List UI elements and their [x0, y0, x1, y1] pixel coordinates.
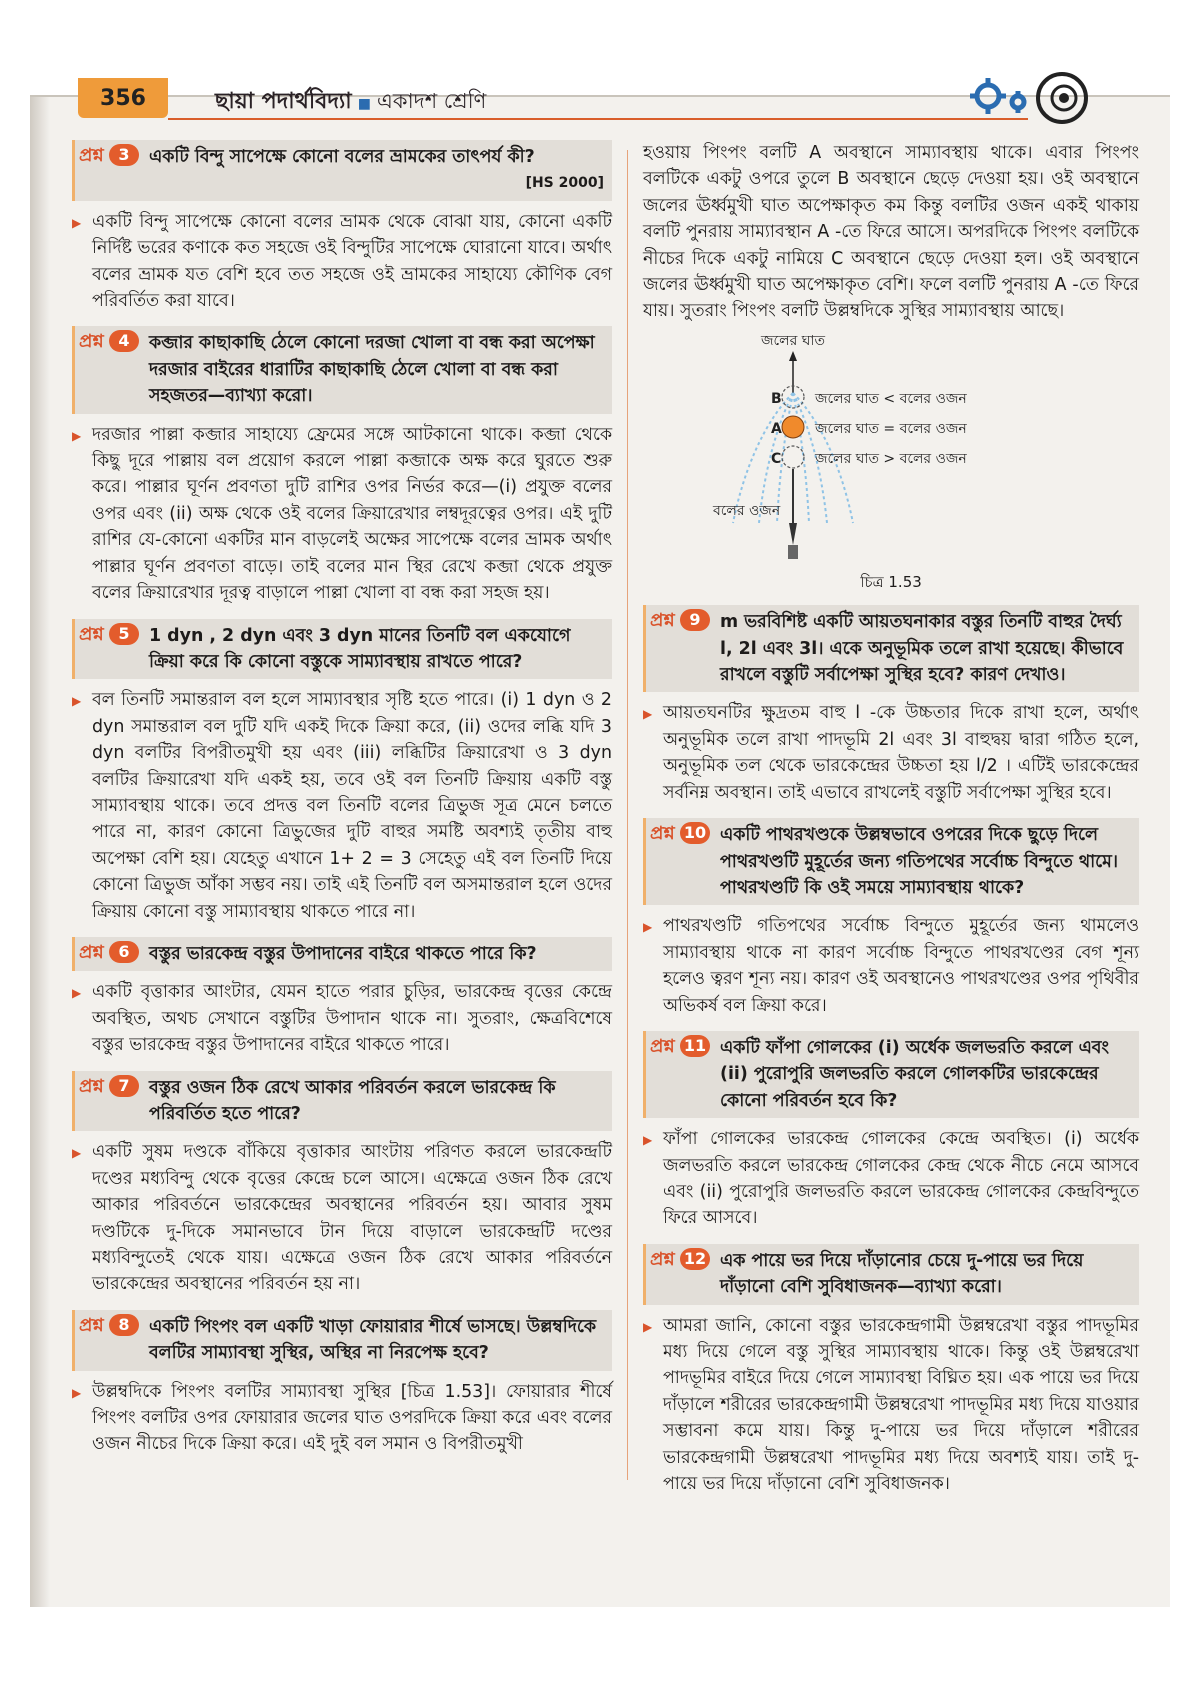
- question-text: একটি বিন্দু সাপেক্ষে কোনো বলের ভ্রামকের তাৎপর্য কী?: [149, 147, 535, 167]
- figure-fountain: [643, 333, 1139, 569]
- question-number-badge: 5: [109, 623, 139, 645]
- question-number-badge: 10: [680, 822, 710, 844]
- question-5: [72, 619, 612, 680]
- answer-text: ▶ পাথরখণ্ডটি গতিপথের সর্বোচ্চ বিন্দুতে মুহূর্তের জন্য থামলেও সাম্যাবস্থায় থাকে না কারণ সর্বোচ্চ বিন্দুতে পাথরখণ্ডের বেগ শূন্য হলেও ত্বরণ শূন্য নয়। কারণ ওই অবস্থানেও পাথরখণ্ডের ওপর পৃথিবীর অভিকর্ষ বল ক্রিয়া করে।: [643, 913, 1139, 1019]
- exam-reference: [HS 2000]: [525, 175, 604, 192]
- question-text: একটি ফাঁপা গোলকের (i) অর্ধেক জলভরতি করলে এবং (ii) পুরোপুরি জলভরতি করলে গোলকটির ভারকেন্দ্রের কোনো পরিবর্তন হবে কি?: [720, 1037, 1109, 1111]
- question-mark-label: প্রশ্ন: [79, 941, 104, 963]
- question-number-badge: 11: [680, 1035, 710, 1057]
- question-11: [643, 1031, 1139, 1118]
- question-number-badge: 7: [109, 1075, 139, 1097]
- question-mark-label: প্রশ্ন: [79, 623, 104, 645]
- answer-text: ▶ ফাঁপা গোলকের ভারকেন্দ্র গোলকের কেন্দ্রে অবস্থিত। (i) অর্ধেক জলভরতি করলে ভারকেন্দ্র গোলকের কেন্দ্র থেকে নীচে নেমে আসবে এবং (ii) পুরোপুরি জলভরতি করলে ভারকেন্দ্র গোলকের কেন্দ্রবিন্দুতে ফিরে আসবে।: [643, 1126, 1139, 1232]
- question-4: [72, 326, 612, 413]
- question-9: [643, 605, 1139, 692]
- continuation-text: হওয়ায় পিংপং বলটি A অবস্থানে সাম্যাবস্থায় থাকে। এবার পিংপং বলটিকে একটু ওপরে তুলে B অবস্থানে ছেড়ে দেওয়া হয়। ওই অবস্থানে জলের ঊর্ধ্বমুখী ঘাত অপেক্ষাকৃত কম কিন্তু বলটির ওজন একই থাকায় বলটি পুনরায় সাম্যাবস্থান A -তে ফিরে আসে। অপরদিকে পিংপং বলটিকে নীচের দিকে একটু নামিয়ে C অবস্থানে ছেড়ে দেওয়া হল। ওই অবস্থানে জলের ঊর্ধ্বমুখী ঘাত অপেক্ষাকৃত বেশি। ফলে বলটি পুনরায় A -তে ফিরে যায়। সুতরাং পিংপং বলটি উল্লম্বদিকে সুস্থির সাম্যাবস্থায় আছে।: [643, 143, 1139, 322]
- answer-text: ▶ একটি বিন্দু সাপেক্ষে কোনো বলের ভ্রামক থেকে বোঝা যায়, কোনো একটি নির্দিষ্ট ভরের কণাকে কত সহজে ওই বিন্দুটির সাপেক্ষে ঘোরানো যাবে। অর্থাৎ বলের ভ্রামক যত বেশি হবে তত সহজে ওই ভ্রামকের সাহায্যে কৌণিক বেগ পরিবর্তিত করা যাবে।: [72, 209, 612, 315]
- question-mark-label: প্রশ্ন: [79, 1314, 104, 1336]
- question-mark-label: প্রশ্ন: [650, 823, 675, 845]
- answer-text: ▶ আমরা জানি, কোনো বস্তুর ভারকেন্দ্রগামী উল্লম্বরেখা বস্তুর পাদভূমির মধ্য দিয়ে গেলে বস্তু সুস্থির সাম্যাবস্থায় থাকে। কিন্তু ওই উল্লম্বরেখা পাদভূমির বাইরে দিয়ে গেলে সাম্যাবস্থা বিঘ্নিত হয়। এক পায়ে ভর দিয়ে দাঁড়ালে শরীরের ভারকেন্দ্রগামী উল্লম্বরেখা পাদভূমির মধ্য দিয়ে যাওয়ার সম্ভাবনা কমে যায়। কিন্তু দু-পায়ে ভর দিয়ে দাঁড়ালে শরীরের ভারকেন্দ্রগামী উল্লম্বরেখা পাদভূমির মধ্য দিয়ে অবশ্যই যায়। তাই দু-পায়ে ভর দিয়ে দাঁড়ানো বেশি সুবিধাজনক।: [643, 1313, 1139, 1498]
- book-class: একাদশ শ্রেণি: [376, 89, 487, 113]
- question-10: [643, 818, 1139, 905]
- answer-text: ▶ একটি বৃত্তাকার আংটার, যেমন হাতে পরার চুড়ির, ভারকেন্দ্র বৃত্তের কেন্দ্রে অবস্থিত, অথচ সেখানে বস্তুটির উপাদান থাকে না। সুতরাং, ক্ষেত্রবিশেষে বস্তুর ভারকেন্দ্র বস্তুর উপাদানের বাইরে থাকতে পারে।: [72, 979, 612, 1058]
- book-title-text: ছায়া পদার্থবিদ্যা: [215, 89, 352, 114]
- nozzle-base: [788, 545, 798, 559]
- label-c: C: [771, 450, 782, 467]
- page-header: [40, 78, 1120, 124]
- gear-brain-icon: [960, 70, 1090, 126]
- upward-arrow-head: [789, 351, 797, 361]
- column-divider: [627, 150, 628, 1480]
- question-mark-label: প্রশ্ন: [650, 1248, 675, 1270]
- question-6: [72, 937, 612, 971]
- label-a-text: জলের ঘাত = বলের ওজন: [815, 420, 967, 437]
- question-number-badge: 8: [109, 1314, 139, 1336]
- question-8: [72, 1310, 612, 1371]
- book-title: [215, 84, 486, 121]
- answer-text: ▶ উল্লম্বদিকে পিংপং বলটির সাম্যাবস্থা সুস্থির [চিত্র 1.53]। ফোয়ারার শীর্ষে পিংপং বলটির ওপর ফোয়ারার জলের ঘাত ওপরদিকে ক্রিয়া করে এবং বলের ওজন নীচের দিকে ক্রিয়া করে। এই দুই বল সমান ও বিপরীতমুখী: [72, 1379, 612, 1458]
- page-shadow: [30, 97, 50, 1607]
- right-column: [643, 140, 1139, 1509]
- answer-text: ▶ একটি সুষম দণ্ডকে বাঁকিয়ে বৃত্তাকার আংটায় পরিণত করলে ভারকেন্দ্রটি দণ্ডের মধ্যবিন্দু থেকে বৃত্তের কেন্দ্রে চলে আসে। এক্ষেত্রে ওজন ঠিক রেখে আকার পরিবর্তনে ভারকেন্দ্রের অবস্থানের পরিবর্তন হয়। আবার সুষম দণ্ডটিকে দু-দিকে সমানভাবে টান দিয়ে বাড়ালে ভারকেন্দ্রটি দণ্ডের মধ্যবিন্দুতেই থেকে যায়। এক্ষেত্রে ওজন ঠিক রেখে আকার পরিবর্তনে ভারকেন্দ্রের অবস্থানের পরিবর্তন হয় না।: [72, 1139, 612, 1297]
- question-number-badge: 6: [109, 941, 139, 963]
- question-text: বস্তুর ভারকেন্দ্র বস্তুর উপাদানের বাইরে থাকতে পারে কি?: [149, 943, 537, 964]
- fountain-diagram: [643, 333, 1139, 569]
- label-a: A: [771, 420, 782, 437]
- nozzle: [789, 523, 797, 545]
- question-number-badge: 4: [109, 330, 139, 352]
- label-b-text: জলের ঘাত < বলের ওজন: [815, 390, 967, 407]
- question-number-badge: 3: [109, 144, 139, 166]
- answer-text: ▶ দরজার পাল্লা কব্জার সাহায্যে ফ্রেমের সঙ্গে আটকানো থাকে। কব্জা থেকে কিছু দূরে পাল্লায় বল প্রয়োগ করলে পাল্লা কব্জাকে অক্ষ করে ঘুরতে শুরু করে। পাল্লার ঘূর্ণন প্রবণতা দুটি রাশির ওপর নির্ভর করে—(i) প্রযুক্ত বলের ওপর এবং (ii) অক্ষ থেকে ওই বলের ক্রিয়ারেখার লম্বদূরত্বের ওপর। এই দুটি রাশির যে-কোনো একটির মান বাড়লেই অক্ষের সাপেক্ষে বলের ভ্রামক অর্থাৎ পাল্লার ঘূর্ণন প্রবণতা বাড়ে। তাই বলের মান স্থির রেখে কব্জা থেকে প্রযুক্ত বলের ক্রিয়ারেখার দূরত্ব বাড়ালে পাল্লা খোলা বা বন্ধ করা সহজ হয়।: [72, 422, 612, 607]
- question-mark-label: প্রশ্ন: [79, 331, 104, 353]
- left-column: [72, 140, 612, 1470]
- question-text: একটি পাথরখণ্ডকে উল্লম্বভাবে ওপরের দিকে ছুড়ে দিলে পাথরখণ্ডটি মুহূর্তের জন্য গতিপথের সর্বোচ্চ বিন্দুতে থামে। পাথরখণ্ডটি কি ওই সময়ে সাম্যাবস্থায় থাকে?: [720, 825, 1119, 898]
- question-3: [72, 140, 612, 201]
- right-items: [643, 605, 1139, 1497]
- question-text: m ভরবিশিষ্ট একটি আয়তঘনাকার বস্তুর তিনটি বাহুর দৈর্ঘ্য l, 2l এবং 3l। একে অনুভূমিক তলে রাখা হয়েছে। কীভাবে রাখলে বস্তুটি সর্বাপেক্ষা সুস্থির হবে? কারণ দেখাও।: [720, 612, 1124, 686]
- question-12: [643, 1244, 1139, 1305]
- question-text: এক পায়ে ভর দিয়ে দাঁড়ানোর চেয়ে দু-পায়ে ভর দিয়ে দাঁড়ানো বেশি সুবিধাজনক—ব্যাখ্যা করো।: [720, 1250, 1084, 1298]
- question-text: বস্তুর ওজন ঠিক রেখে আকার পরিবর্তন করলে ভারকেন্দ্র কি পরিবর্তিত হতে পারে?: [149, 1077, 556, 1124]
- title-separator: ■: [357, 96, 371, 112]
- figure-caption: চিত্র 1.53: [860, 572, 922, 591]
- question-mark-label: প্রশ্ন: [79, 145, 104, 166]
- question-text: একটি পিংপং বল একটি খাড়া ফোয়ারার শীর্ষে ভাসছে। উল্লম্বদিকে বলটির সাম্যাবস্থা সুস্থির, অস্থির না নিরপেক্ষ হবে?: [149, 1316, 597, 1364]
- question-mark-label: প্রশ্ন: [650, 1035, 675, 1057]
- question-text: 1 dyn , 2 dyn এবং 3 dyn মানের তিনটি বল একযোগে ক্রিয়া করে কি কোনো বস্তুকে সাম্যাবস্থায় রাখতে পারে?: [149, 625, 571, 672]
- answer-text: ▶ আয়তঘনটির ক্ষুদ্রতম বাহু l -কে উচ্চতার দিকে রাখা হলে, অর্থাৎ অনুভূমিক তলে রাখা পাদভূমি 2l এবং 3l বাহুদ্বয় দ্বারা গঠিত হলে, অনুভূমিক তল থেকে ভারকেন্দ্রের উচ্চতা হয় l/2 । এটিই ভারকেন্দ্রের সর্বনিম্ন অবস্থান। তাই এভাবে রাখলেই বস্তুটি সর্বাপেক্ষা সুস্থির হবে।: [643, 700, 1139, 806]
- question-text: কব্জার কাছাকাছি ঠেলে কোনো দরজা খোলা বা বন্ধ করা অপেক্ষা দরজার বাইরের ধারাটির কাছাকাছি ঠেলে খোলা বা বন্ধ করা সহজতর—ব্যাখ্যা করো।: [149, 333, 595, 407]
- label-b: B: [771, 390, 782, 407]
- question-number-badge: 12: [680, 1248, 710, 1270]
- page-number: 356: [78, 78, 168, 118]
- label-c-text: জলের ঘাত > বলের ওজন: [815, 450, 967, 467]
- question-mark-label: প্রশ্ন: [79, 1075, 104, 1097]
- answer-text: ▶ বল তিনটি সমান্তরাল বল হলে সাম্যাবস্থার সৃষ্টি হতে পারে। (i) 1 dyn ও 2 dyn সমান্তরাল বল দুটি যদি একই দিকে ক্রিয়া করে, (ii) ওদের লব্ধি যদি 3 dyn বলটির বিপরীতমুখী হয় এবং (iii) লব্ধিটির ক্রিয়ারেখা ও 3 dyn বলটির ক্রিয়ারেখা যদি একই হয়, তবে ওই বল তিনটি ক্রিয়ায় একটি বস্তু সাম্যাবস্থায় থাকে। তবে প্রদত্ত বল তিনটি বলের ত্রিভুজ সূত্র মেনে চলতে পারে না, কারণ কোনো ত্রিভুজের দুটি বাহুর সমষ্টি অবশ্যই তৃতীয় বাহু অপেক্ষা বেশি হয়। যেহেতু এখানে 1+ 2 = 3 সেহেতু এই বল তিনটি দিয়ে কোনো ত্রিভুজ আঁকা সম্ভব নয়। তাই এই তিনটি বল অসমান্তরাল হলে ওদের ক্রিয়ায় কোনো বস্তু সাম্যাবস্থায় থাকতে পারে না।: [72, 687, 612, 925]
- question-7: [72, 1071, 612, 1132]
- question-number-badge: 9: [680, 609, 710, 631]
- ping-pong-ball: [782, 416, 804, 438]
- question-mark-label: প্রশ্ন: [650, 610, 675, 632]
- weight-label: বলের ওজন: [713, 502, 781, 519]
- fig-top-label: জলের ঘাত: [761, 332, 825, 349]
- ball-position-c: [782, 446, 804, 468]
- header-rule: [168, 118, 1028, 120]
